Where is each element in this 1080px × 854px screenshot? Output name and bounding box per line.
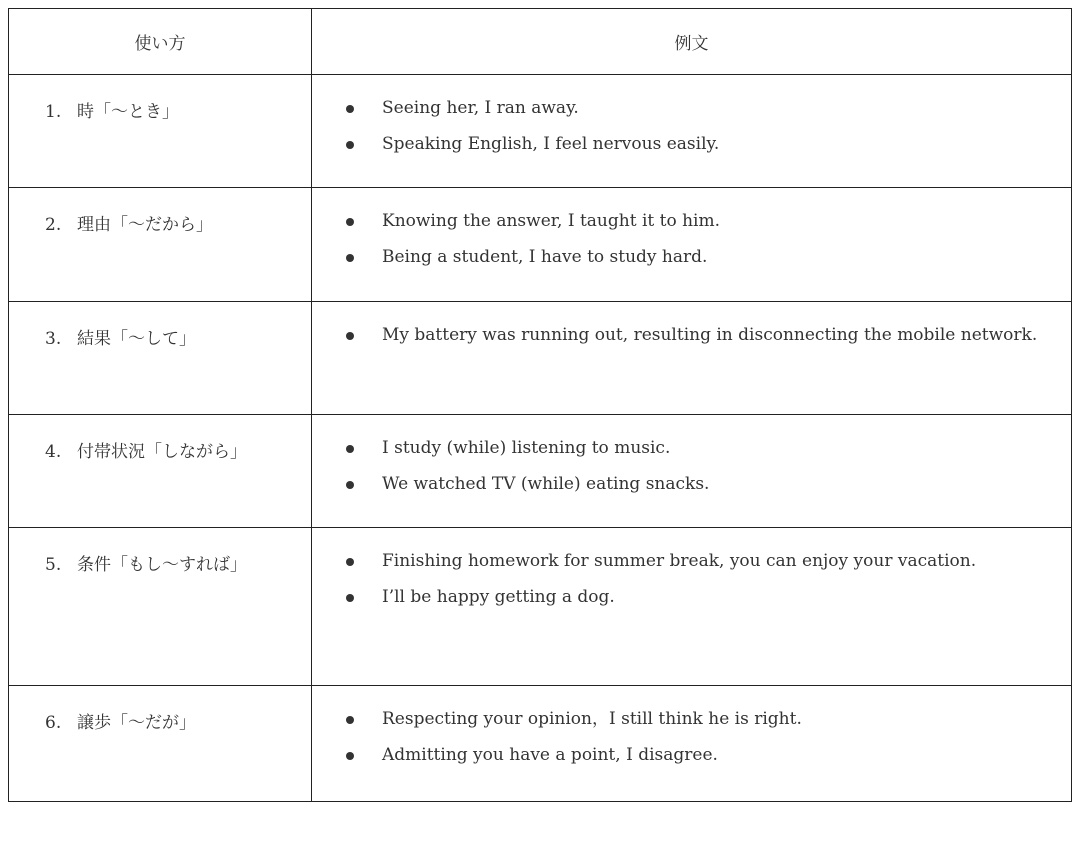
example-cell	[312, 528, 1072, 686]
header-example: 例文	[312, 9, 1072, 75]
bullet-icon	[346, 558, 354, 566]
example-cell	[312, 415, 1072, 528]
list-item	[340, 121, 1051, 167]
table-row	[9, 415, 1072, 528]
example-sentence: Finishing homework for summer break, you can enjoy your vacation.	[382, 551, 977, 571]
bullet-icon	[346, 752, 354, 760]
usage-number: 2.	[45, 215, 62, 235]
example-sentence: Speaking English, I feel nervous easily.	[382, 134, 720, 154]
usage-number: 6.	[45, 713, 62, 733]
participle-usage-table	[8, 8, 1072, 802]
example-cell	[312, 75, 1072, 188]
header-usage: 使い方	[9, 9, 312, 75]
bullet-icon	[346, 716, 354, 724]
usage-label: 付帯状況「しながら」	[77, 442, 247, 462]
example-sentence: Being a student, I have to study hard.	[382, 247, 708, 267]
bullet-icon	[346, 105, 354, 113]
example-list	[340, 85, 1051, 167]
table-row	[9, 686, 1072, 802]
example-sentence: I’ll be happy getting a dog.	[382, 587, 615, 607]
bullet-icon	[346, 141, 354, 149]
usage-cell	[9, 528, 312, 686]
usage-cell	[9, 686, 312, 802]
example-cell	[312, 302, 1072, 415]
table-header-row	[9, 9, 1072, 75]
list-item	[340, 732, 1051, 778]
table-row	[9, 302, 1072, 415]
usage-cell	[9, 188, 312, 302]
table-row	[9, 188, 1072, 302]
example-sentence: My battery was running out, resulting in disconnecting the mobile network.	[382, 325, 1038, 345]
usage-cell	[9, 302, 312, 415]
example-list	[340, 425, 1051, 507]
example-sentence: Seeing her, I ran away.	[382, 98, 579, 118]
example-list	[340, 312, 1051, 358]
usage-cell	[9, 415, 312, 528]
usage-number: 3.	[45, 329, 62, 349]
example-sentence: I study (while) listening to music.	[382, 438, 671, 458]
list-item	[340, 234, 1051, 280]
usage-cell	[9, 75, 312, 188]
example-sentence: Knowing the answer, I taught it to him.	[382, 211, 720, 231]
example-list	[340, 538, 1051, 620]
bullet-icon	[346, 481, 354, 489]
usage-number: 1.	[45, 102, 62, 122]
bullet-icon	[346, 218, 354, 226]
bullet-icon	[346, 332, 354, 340]
example-cell	[312, 188, 1072, 302]
usage-label: 結果「～して」	[77, 329, 196, 349]
example-list	[340, 696, 1051, 778]
table-row	[9, 75, 1072, 188]
example-cell	[312, 686, 1072, 802]
usage-label: 譲歩「～だが」	[77, 713, 196, 733]
usage-number: 4.	[45, 442, 62, 462]
table-row	[9, 528, 1072, 686]
usage-label: 理由「～だから」	[77, 215, 213, 235]
usage-number: 5.	[45, 555, 62, 575]
bullet-icon	[346, 254, 354, 262]
usage-label: 条件「もし～すれば」	[77, 555, 247, 575]
example-sentence: Admitting you have a point, I disagree.	[382, 745, 718, 765]
example-sentence: Respecting your opinion，I still think he is right.	[382, 709, 802, 729]
list-item	[340, 461, 1051, 507]
list-item	[340, 574, 1051, 620]
bullet-icon	[346, 445, 354, 453]
usage-label: 時「～とき」	[77, 102, 179, 122]
example-list	[340, 198, 1051, 280]
bullet-icon	[346, 594, 354, 602]
example-sentence: We watched TV (while) eating snacks.	[382, 474, 710, 494]
list-item	[340, 312, 1051, 358]
